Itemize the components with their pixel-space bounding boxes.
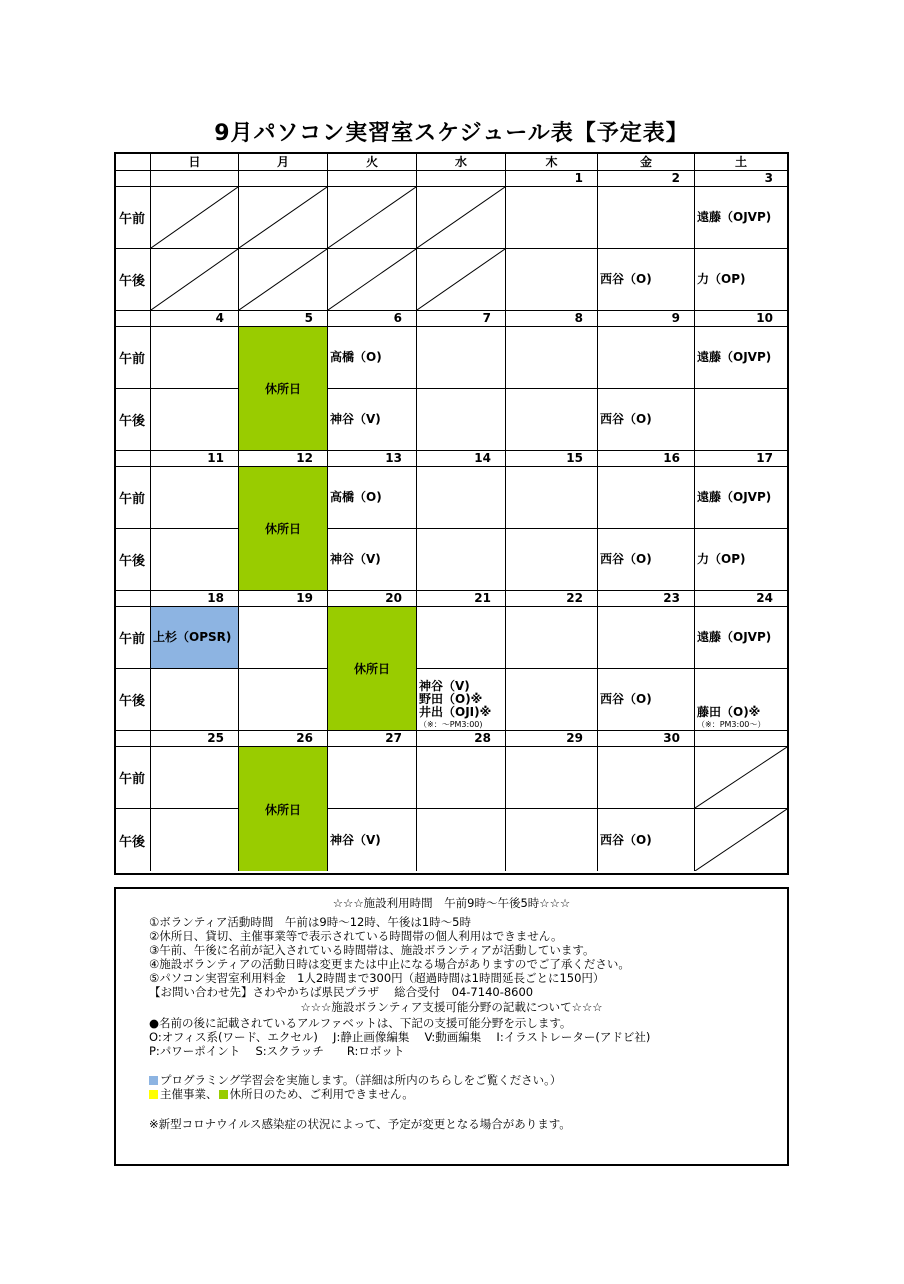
header-corner — [116, 154, 151, 171]
schedule-cell-am — [417, 187, 506, 249]
schedule-cell-am — [328, 747, 417, 809]
volunteer-entry: 西谷（O) — [600, 272, 652, 286]
period-label-pm: 午後 — [116, 809, 151, 871]
diagonal-strike — [695, 809, 787, 871]
schedule-cell-am — [506, 327, 598, 389]
schedule-cell-am — [695, 467, 787, 529]
volunteer-entry: 野田（O)※ — [419, 692, 483, 706]
schedule-cell-pm — [695, 249, 787, 311]
time-note: （※：PM3:00～） — [697, 720, 766, 729]
contact-info: 【お問い合わせ先】さわやかちば県民プラザ 総合受付 04-7140-8600 — [149, 985, 534, 999]
volunteer-entry: 西谷（O) — [600, 552, 652, 566]
date-row-corner — [116, 731, 151, 747]
schedule-cell-pm — [151, 809, 239, 871]
date-number: 29 — [506, 731, 598, 747]
date-number: 10 — [695, 311, 787, 327]
date-number: 1 — [506, 171, 598, 187]
period-label-am: 午前 — [116, 187, 151, 249]
volunteer-entry: 遠藤（OJVP) — [697, 210, 772, 224]
covid-note: ※新型コロナウイルス感染症の状況によって、予定が変更となる場合があります。 — [149, 1117, 571, 1131]
schedule-cell-pm — [239, 249, 328, 311]
date-number: 14 — [417, 451, 506, 467]
date-number: 22 — [506, 591, 598, 607]
schedule-cell-pm — [598, 389, 695, 451]
schedule-cell-am — [151, 747, 239, 809]
schedule-cell-pm — [598, 249, 695, 311]
date-number: 4 — [151, 311, 239, 327]
period-label-pm: 午後 — [116, 669, 151, 731]
date-number — [695, 731, 787, 747]
closed-day-cell — [239, 327, 328, 451]
volunteer-entry: 井出（OJI)※ — [419, 705, 492, 719]
weekday-header: 火 — [328, 154, 417, 171]
schedule-cell-am — [239, 607, 328, 669]
closed-day-label: 休所日 — [264, 382, 301, 396]
period-label-am: 午前 — [116, 327, 151, 389]
schedule-cell-pm — [151, 669, 239, 731]
volunteer-entry: 神谷（V) — [330, 552, 381, 566]
date-number: 17 — [695, 451, 787, 467]
time-note: （※：～PM3:00) — [419, 720, 483, 729]
schedule-cell-am — [417, 327, 506, 389]
schedule-cell-am — [239, 187, 328, 249]
date-number: 8 — [506, 311, 598, 327]
schedule-calendar — [114, 152, 789, 875]
blue-square-icon — [149, 1076, 158, 1085]
schedule-cell-am — [151, 327, 239, 389]
weekday-header: 木 — [506, 154, 598, 171]
date-number: 2 — [598, 171, 695, 187]
note-item: ④施設ボランティアの活動日時は変更または中止になる場合がありますのでご了承ください。 — [149, 957, 630, 971]
yellow-square-icon — [149, 1090, 158, 1099]
date-number: 23 — [598, 591, 695, 607]
weekday-header: 日 — [151, 154, 239, 171]
date-number: 24 — [695, 591, 787, 607]
schedule-cell-am — [695, 607, 787, 669]
support-fields-1: O:オフィス系(ワード、エクセル) J:静止画像編集 V:動画編集 I:イラストレーター(アドビ社) — [149, 1030, 651, 1044]
date-number: 26 — [239, 731, 328, 747]
schedule-cell-pm — [695, 809, 787, 871]
volunteer-entry: 神谷（V) — [419, 679, 470, 693]
schedule-cell-pm — [417, 249, 506, 311]
weekday-header: 月 — [239, 154, 328, 171]
closed-day-label: 休所日 — [264, 522, 301, 536]
date-number: 21 — [417, 591, 506, 607]
note-item: ⑤パソコン実習室利用料金 1人2時間まで300円（超過時間は1時間延長ごとに150円） — [149, 971, 605, 985]
date-number: 27 — [328, 731, 417, 747]
volunteer-entry: 遠藤（OJVP) — [697, 490, 772, 504]
date-row-corner — [116, 451, 151, 467]
date-row-corner — [116, 311, 151, 327]
schedule-cell-pm — [506, 669, 598, 731]
diagonal-strike — [151, 249, 238, 310]
schedule-cell-am — [695, 747, 787, 809]
period-label-am: 午前 — [116, 607, 151, 669]
schedule-cell-pm — [151, 249, 239, 311]
date-number: 11 — [151, 451, 239, 467]
schedule-cell-pm — [506, 249, 598, 311]
diagonal-strike — [239, 187, 327, 248]
date-number: 5 — [239, 311, 328, 327]
note-item: ①ボランティア活動時間 午前は9時～12時、午後は1時～5時 — [149, 915, 471, 929]
support-heading: ☆☆☆施設ボランティア支援可能分野の記載について☆☆☆ — [300, 1000, 603, 1014]
volunteer-entry: 上杉（OPSR) — [153, 630, 232, 644]
volunteer-entry: 神谷（V) — [330, 412, 381, 426]
schedule-cell-pm — [695, 669, 787, 731]
schedule-cell-am — [328, 187, 417, 249]
schedule-cell-am — [151, 187, 239, 249]
date-number — [328, 171, 417, 187]
support-fields-2: P:パワーポイント S:スクラッチ R:ロボット — [149, 1044, 405, 1058]
period-label-pm: 午後 — [116, 529, 151, 591]
page-title: 9月パソコン実習室スケジュール表【予定表】 — [214, 121, 689, 146]
support-intro: ●名前の後に記載されているアルファベットは、下記の支援可能分野を示します。 — [149, 1016, 572, 1030]
volunteer-entry: 西谷（O) — [600, 692, 652, 706]
volunteer-entry: 力（OP) — [697, 272, 746, 286]
diagonal-strike — [239, 249, 327, 310]
date-number: 18 — [151, 591, 239, 607]
schedule-cell-pm — [328, 249, 417, 311]
date-number: 9 — [598, 311, 695, 327]
schedule-cell-am — [695, 187, 787, 249]
schedule-cell-pm — [239, 669, 328, 731]
schedule-cell-am — [151, 467, 239, 529]
date-number: 16 — [598, 451, 695, 467]
note-item: ③午前、午後に名前が記入されている時間帯は、施設ボランティアが活動しています。 — [149, 943, 595, 957]
volunteer-entry: 遠藤（OJVP) — [697, 630, 772, 644]
diagonal-strike — [417, 187, 505, 248]
schedule-cell-am — [328, 467, 417, 529]
legend-unavailable: 主催事業、 休所日のため、ご利用できません。 — [149, 1087, 414, 1101]
date-number — [239, 171, 328, 187]
diagonal-strike — [695, 747, 787, 808]
facility-hours: ☆☆☆施設利用時間 午前9時～午後5時☆☆☆ — [332, 896, 571, 910]
schedule-cell-pm — [506, 809, 598, 871]
date-number — [417, 171, 506, 187]
schedule-cell-am — [506, 747, 598, 809]
schedule-cell-pm — [417, 669, 506, 731]
schedule-cell-am — [417, 607, 506, 669]
schedule-cell-am — [598, 467, 695, 529]
schedule-cell-am — [506, 467, 598, 529]
green-square-icon — [219, 1090, 228, 1099]
volunteer-entry: 力（OP) — [697, 552, 746, 566]
schedule-cell-am — [598, 187, 695, 249]
closed-day-cell — [328, 607, 417, 731]
period-label-am: 午前 — [116, 467, 151, 529]
schedule-cell-am — [151, 607, 239, 669]
volunteer-entry: 西谷（O) — [600, 412, 652, 426]
diagonal-strike — [151, 187, 238, 248]
schedule-cell-am — [506, 187, 598, 249]
schedule-cell-pm — [598, 529, 695, 591]
date-number: 3 — [695, 171, 787, 187]
weekday-header: 金 — [598, 154, 695, 171]
notes-box — [114, 887, 789, 1166]
date-number: 25 — [151, 731, 239, 747]
volunteer-entry: 高橋（O) — [330, 350, 382, 364]
date-number: 30 — [598, 731, 695, 747]
schedule-cell-pm — [417, 389, 506, 451]
volunteer-entry: 遠藤（OJVP) — [697, 350, 772, 364]
date-number: 12 — [239, 451, 328, 467]
closed-day-cell — [239, 467, 328, 591]
period-label-pm: 午後 — [116, 389, 151, 451]
weekday-header: 水 — [417, 154, 506, 171]
schedule-cell-am — [417, 467, 506, 529]
date-number: 15 — [506, 451, 598, 467]
schedule-cell-pm — [151, 529, 239, 591]
schedule-cell-am — [506, 607, 598, 669]
date-row-corner — [116, 591, 151, 607]
schedule-cell-pm — [598, 809, 695, 871]
schedule-cell-am — [328, 327, 417, 389]
date-row-corner — [116, 171, 151, 187]
schedule-cell-pm — [417, 809, 506, 871]
volunteer-entry: 藤田（O)※ — [697, 705, 761, 719]
schedule-cell-pm — [417, 529, 506, 591]
period-label-am: 午前 — [116, 747, 151, 809]
closed-day-label: 休所日 — [264, 802, 301, 817]
schedule-cell-pm — [328, 389, 417, 451]
schedule-cell-pm — [151, 389, 239, 451]
date-number: 6 — [328, 311, 417, 327]
closed-day-label: 休所日 — [353, 662, 390, 676]
closed-day-cell — [239, 747, 328, 871]
period-label-pm: 午後 — [116, 249, 151, 311]
schedule-cell-pm — [328, 809, 417, 871]
schedule-cell-am — [695, 327, 787, 389]
date-number: 28 — [417, 731, 506, 747]
note-item: ②休所日、貸切、主催事業等で表示されている時間帯の個人利用はできません。 — [149, 929, 563, 943]
diagonal-strike — [328, 187, 416, 248]
schedule-cell-am — [598, 327, 695, 389]
volunteer-entry: 西谷（O) — [600, 832, 652, 847]
volunteer-entry: 神谷（V) — [330, 832, 381, 847]
schedule-cell-am — [417, 747, 506, 809]
date-number: 19 — [239, 591, 328, 607]
date-number: 20 — [328, 591, 417, 607]
schedule-cell-am — [598, 607, 695, 669]
diagonal-strike — [417, 249, 505, 310]
schedule-cell-pm — [328, 529, 417, 591]
schedule-cell-am — [598, 747, 695, 809]
schedule-cell-pm — [695, 529, 787, 591]
date-number: 13 — [328, 451, 417, 467]
volunteer-entry: 高橋（O) — [330, 490, 382, 504]
date-number — [151, 171, 239, 187]
legend-program: プログラミング学習会を実施します。（詳細は所内のちらしをご覧ください。） — [149, 1073, 561, 1087]
weekday-header: 土 — [695, 154, 787, 171]
schedule-cell-pm — [598, 669, 695, 731]
schedule-cell-pm — [506, 529, 598, 591]
diagonal-strike — [328, 249, 416, 310]
date-number: 7 — [417, 311, 506, 327]
schedule-cell-pm — [506, 389, 598, 451]
schedule-cell-pm — [695, 389, 787, 451]
